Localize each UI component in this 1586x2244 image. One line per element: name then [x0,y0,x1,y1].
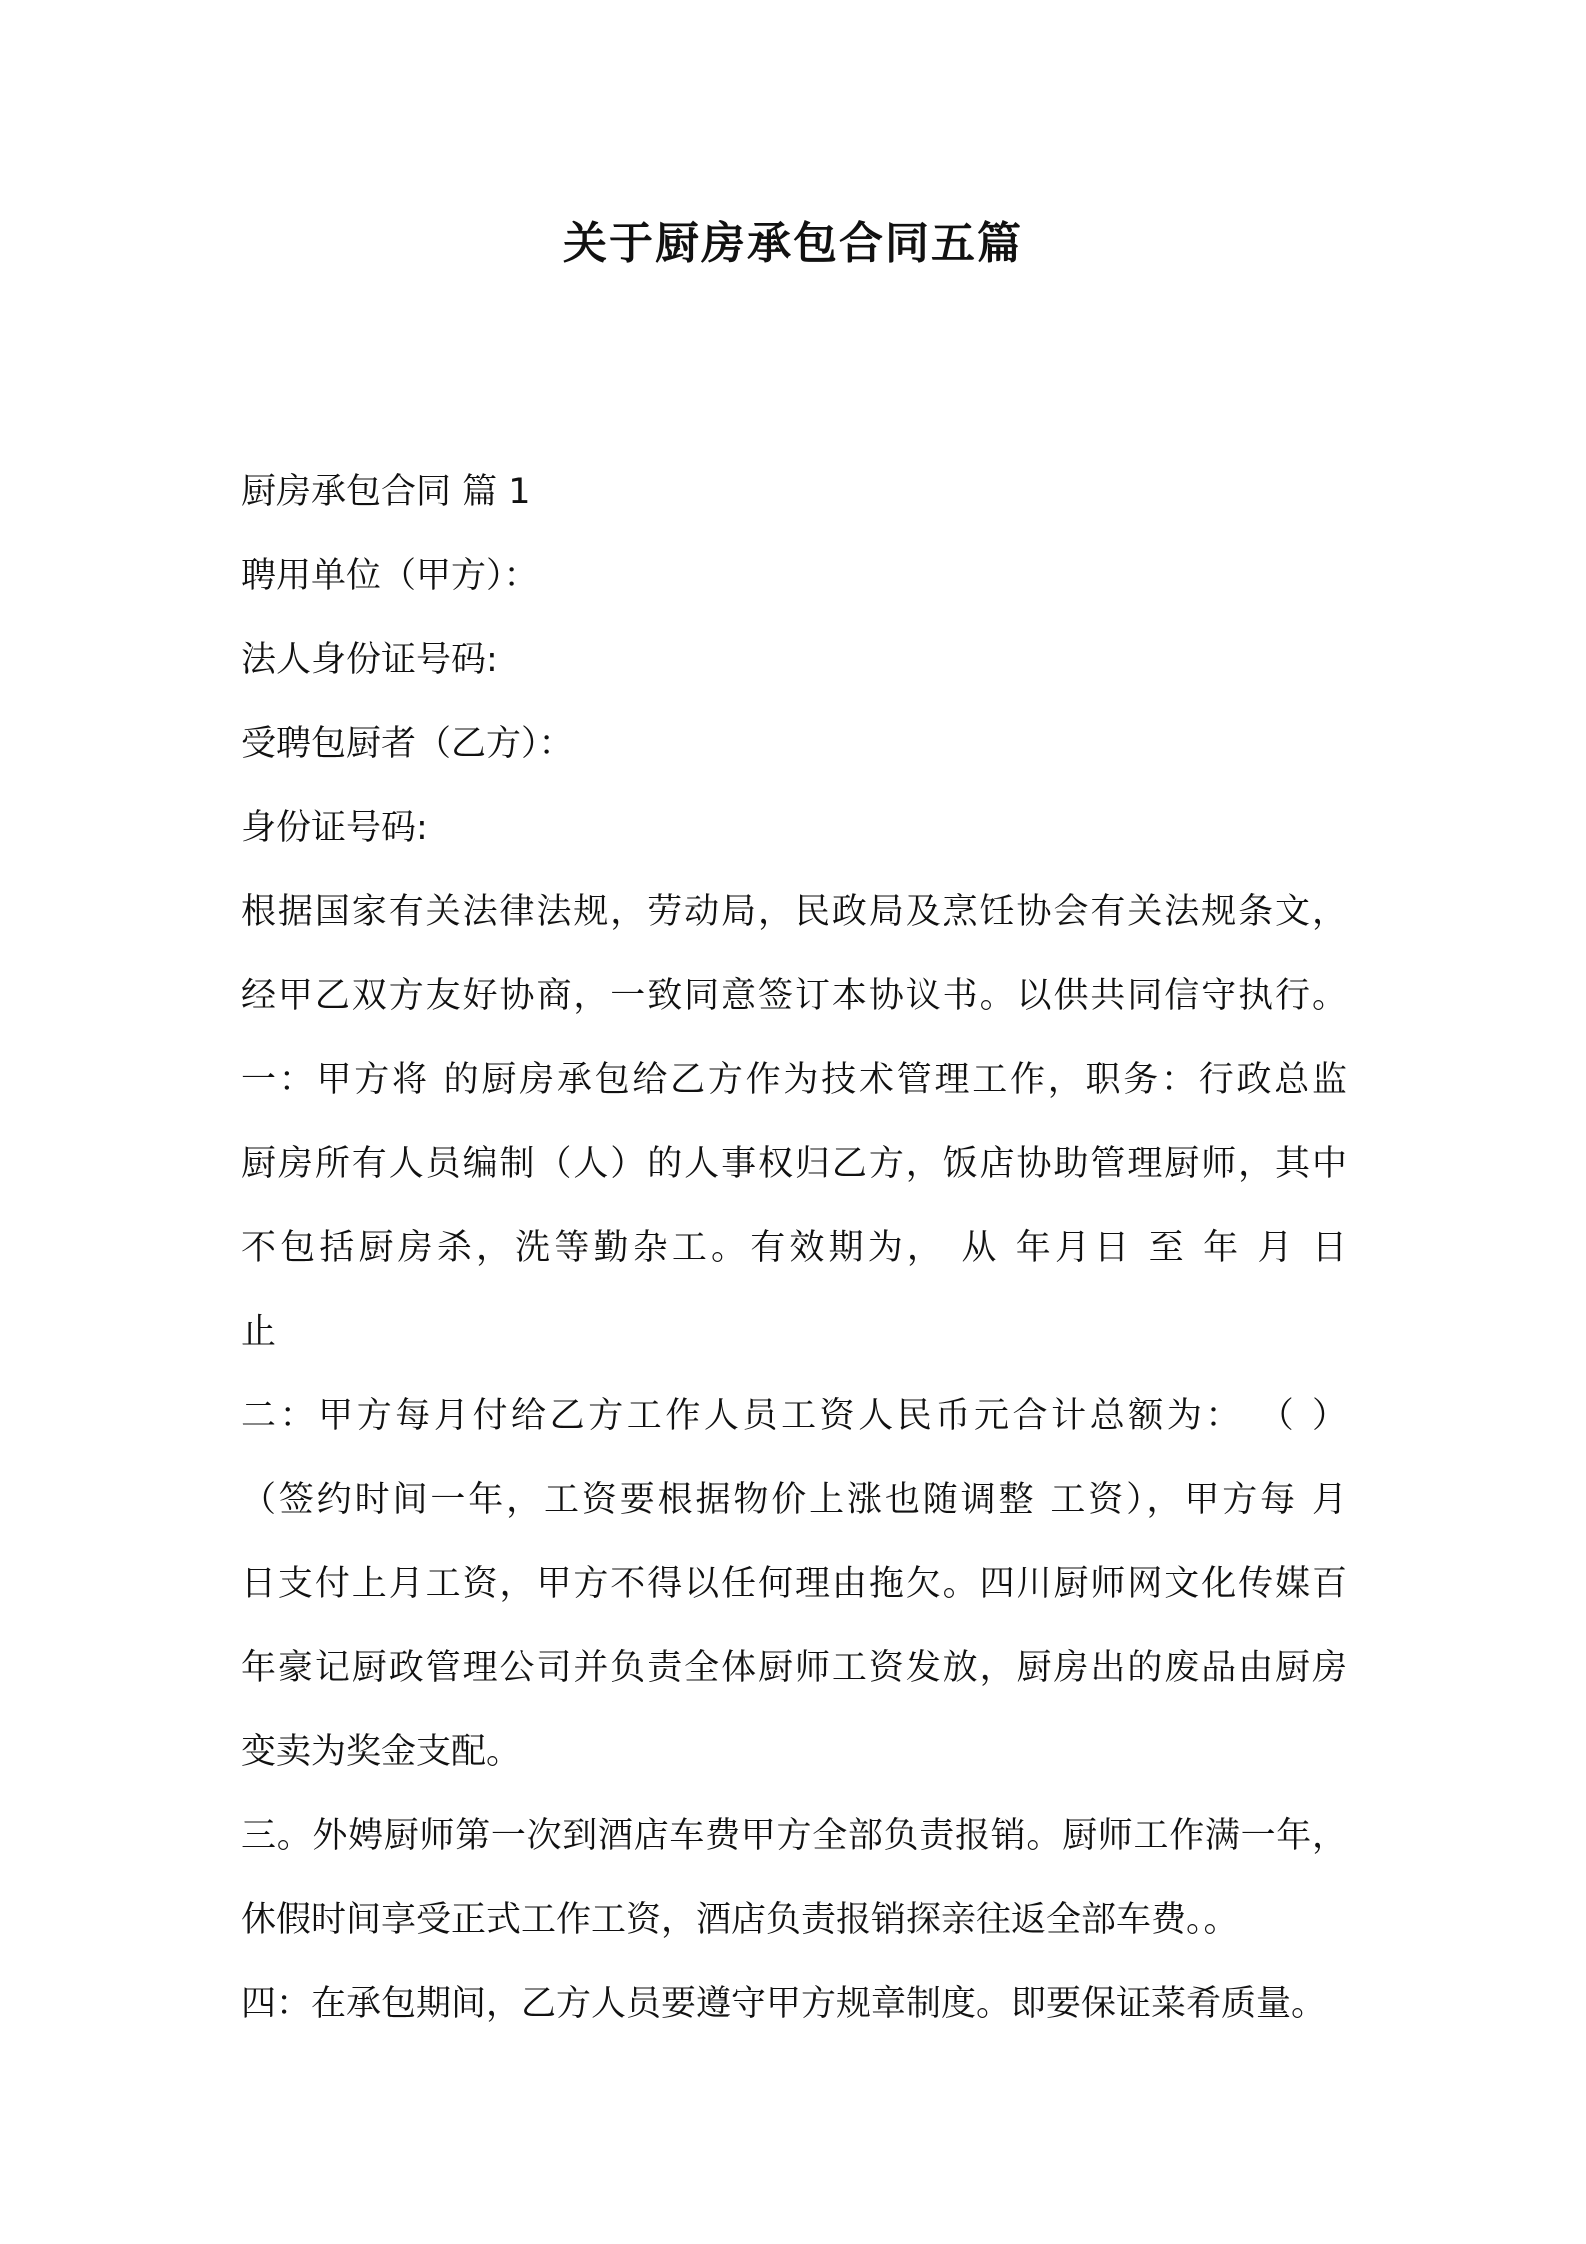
clause-three-line: 三。外娉厨师第一次到酒店车费甲方全部负责报销。厨师工作满一年， [241,1816,1347,1856]
document-title: 关于厨房承包合同五篇 [563,218,1023,269]
clause-one-line: 一：甲方将 的厨房承包给乙方作为技术管理工作，职务：行政总监 [241,1060,1347,1100]
clause-two-line: 日支付上月工资，甲方不得以任何理由拖欠。四川厨师网文化传媒百 [241,1564,1347,1604]
clause-four-line: 四：在承包期间，乙方人员要遵守甲方规章制度。即要保证菜肴质量。 [241,1984,1327,2024]
clause-three-line: 休假时间享受正式工作工资，酒店负责报销探亲往返全部车费。。 [241,1900,1239,1940]
clause-one-line: 不包括厨房杀，洗等勤杂工。有效期为， 从 年月日 至 年 月 日 [241,1228,1347,1268]
clause-one-line: 厨房所有人员编制（人）的人事权归乙方，饭店协助管理厨师，其中 [241,1144,1347,1184]
employer-field: 聘用单位（甲方）： [241,556,539,596]
clause-two-line: 二：甲方每月付给乙方工作人员工资人民币元合计总额为： （ ） [241,1396,1347,1436]
clause-one-line: 止 [241,1312,277,1352]
contractor-field: 受聘包厨者（乙方）： [241,724,574,764]
clause-two-line: 变卖为奖金支配。 [241,1732,522,1772]
clause-two-line: （签约时间一年，工资要根据物价上涨也随调整 工资），甲方每 月 [241,1480,1347,1520]
clause-two-line: 年豪记厨政管理公司并负责全体厨师工资发放，厨房出的废品由厨房 [241,1648,1347,1688]
document-body [241,450,1347,2046]
legal-id-field: 法人身份证号码: [241,640,498,680]
section-heading: 厨房承包合同 篇 1 [241,472,531,512]
paragraph-line: 根据国家有关法律法规，劳动局，民政局及烹饪协会有关法规条文， [241,892,1347,932]
id-number-field: 身份证号码: [241,808,428,848]
paragraph-line: 经甲乙双方友好协商，一致同意签订本协议书。以供共同信守执行。 [241,976,1347,1016]
